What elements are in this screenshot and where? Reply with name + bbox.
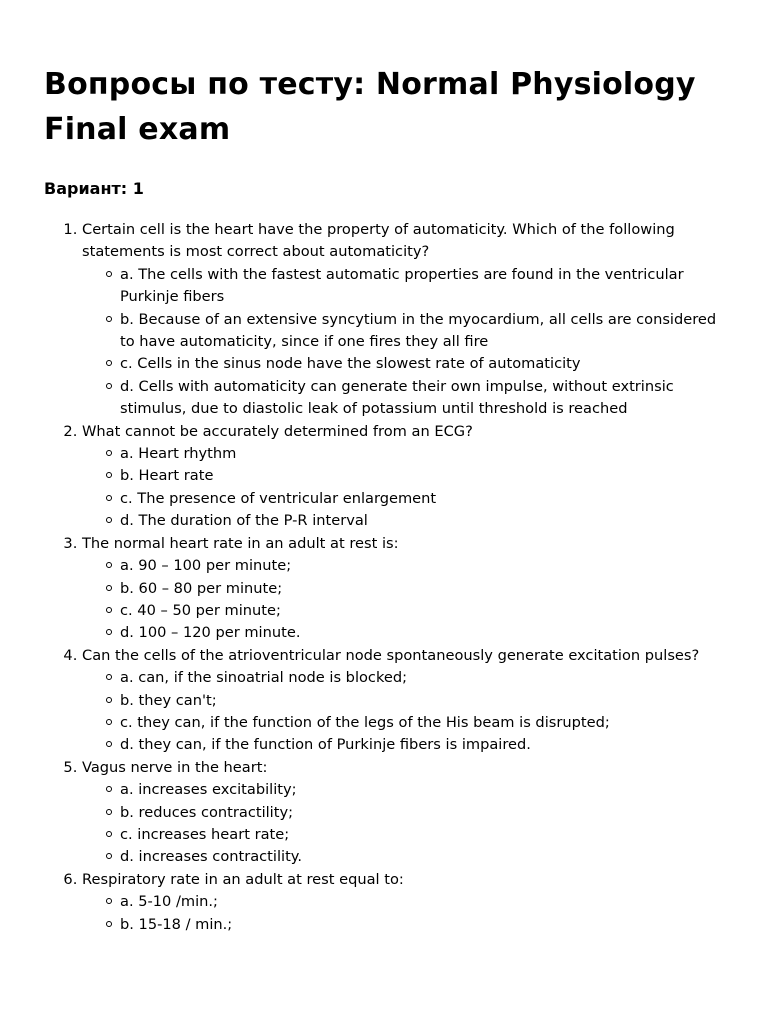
option-text: d. 100 – 120 per minute.: [120, 624, 301, 642]
option-text: a. 5-10 /min.;: [120, 893, 218, 911]
hollow-circle-bullet-icon: [106, 360, 112, 366]
option-item: [120, 376, 724, 421]
option-text: b. 15-18 / min.;: [120, 915, 233, 933]
option-text: a. 90 – 100 per minute;: [120, 557, 292, 575]
option-item: [120, 622, 724, 644]
variant-label: Вариант: 1: [44, 179, 144, 198]
question-text: Respiratory rate in an adult at rest equal to:: [82, 870, 404, 888]
option-item: [120, 690, 724, 712]
option-item: [120, 734, 724, 756]
hollow-circle-bullet-icon: [106, 607, 112, 613]
question-item: [82, 533, 724, 645]
hollow-circle-bullet-icon: [106, 495, 112, 501]
option-text: c. Cells in the sinus node have the slowest rate of automaticity: [120, 355, 581, 373]
option-list: [82, 891, 724, 936]
option-text: c. The presence of ventricular enlargement: [120, 489, 437, 507]
option-item: [120, 914, 724, 936]
question-text: The normal heart rate in an adult at rest is:: [82, 534, 399, 552]
hollow-circle-bullet-icon: [106, 629, 112, 635]
option-text: d. The duration of the P-R interval: [120, 512, 368, 530]
option-item: [120, 443, 724, 465]
option-item: [120, 891, 724, 913]
hollow-circle-bullet-icon: [106, 517, 112, 523]
option-text: b. 60 – 80 per minute;: [120, 579, 283, 597]
question-item: [82, 757, 724, 869]
page-title: Вопросы по тесту: Normal Physiology Final exam: [44, 67, 696, 147]
option-list: [82, 667, 724, 757]
hollow-circle-bullet-icon: [106, 472, 112, 478]
hollow-circle-bullet-icon: [106, 853, 112, 859]
option-text: c. increases heart rate;: [120, 825, 290, 843]
hollow-circle-bullet-icon: [106, 921, 112, 927]
question-item: [82, 421, 724, 533]
option-text: d. they can, if the function of Purkinje fibers is impaired.: [120, 736, 531, 754]
hollow-circle-bullet-icon: [106, 831, 112, 837]
hollow-circle-bullet-icon: [106, 674, 112, 680]
hollow-circle-bullet-icon: [106, 898, 112, 904]
option-list: [82, 264, 724, 421]
question-list: [44, 219, 724, 936]
option-text: d. Cells with automaticity can generate their own impulse, without extrinsic stimulus, due to diastolic leak of potassium until threshold is reached: [120, 377, 674, 418]
option-item: [120, 555, 724, 577]
option-text: a. increases excitability;: [120, 781, 297, 799]
option-item: [120, 846, 724, 868]
option-text: b. they can't;: [120, 691, 217, 709]
option-item: [120, 779, 724, 801]
question-text: Can the cells of the atrioventricular node spontaneously generate excitation pulses?: [82, 646, 700, 664]
option-text: c. they can, if the function of the legs of the His beam is disrupted;: [120, 713, 610, 731]
option-item: [120, 600, 724, 622]
hollow-circle-bullet-icon: [106, 585, 112, 591]
hollow-circle-bullet-icon: [106, 316, 112, 322]
option-list: [82, 443, 724, 533]
option-text: a. can, if the sinoatrial node is blocked;: [120, 669, 408, 687]
option-item: [120, 309, 724, 354]
option-text: a. Heart rhythm: [120, 445, 237, 463]
option-text: b. Because of an extensive syncytium in the myocardium, all cells are considered to have automaticity, since if one fires they all fire: [120, 310, 717, 351]
option-item: [120, 802, 724, 824]
option-list: [82, 555, 724, 645]
option-text: b. reduces contractility;: [120, 803, 294, 821]
option-item: [120, 353, 724, 375]
hollow-circle-bullet-icon: [106, 719, 112, 725]
hollow-circle-bullet-icon: [106, 271, 112, 277]
option-text: d. increases contractility.: [120, 848, 302, 866]
question-item: [82, 645, 724, 757]
question-item: [82, 219, 724, 421]
option-item: [120, 264, 724, 309]
option-item: [120, 824, 724, 846]
option-text: a. The cells with the fastest automatic properties are found in the ventricular Purkinje fibers: [120, 265, 684, 306]
question-item: [82, 869, 724, 936]
hollow-circle-bullet-icon: [106, 450, 112, 456]
question-text: Certain cell is the heart have the property of automaticity. Which of the following statements is most correct about automaticity?: [82, 221, 675, 261]
option-item: [120, 667, 724, 689]
option-item: [120, 465, 724, 487]
option-text: b. Heart rate: [120, 467, 214, 485]
hollow-circle-bullet-icon: [106, 809, 112, 815]
option-item: [120, 488, 724, 510]
option-list: [82, 779, 724, 869]
question-text: What cannot be accurately determined from an ECG?: [82, 422, 473, 440]
option-item: [120, 578, 724, 600]
hollow-circle-bullet-icon: [106, 562, 112, 568]
option-text: c. 40 – 50 per minute;: [120, 601, 281, 619]
hollow-circle-bullet-icon: [106, 741, 112, 747]
question-text: Vagus nerve in the heart:: [82, 758, 268, 776]
hollow-circle-bullet-icon: [106, 786, 112, 792]
hollow-circle-bullet-icon: [106, 383, 112, 389]
option-item: [120, 510, 724, 532]
option-item: [120, 712, 724, 734]
hollow-circle-bullet-icon: [106, 697, 112, 703]
